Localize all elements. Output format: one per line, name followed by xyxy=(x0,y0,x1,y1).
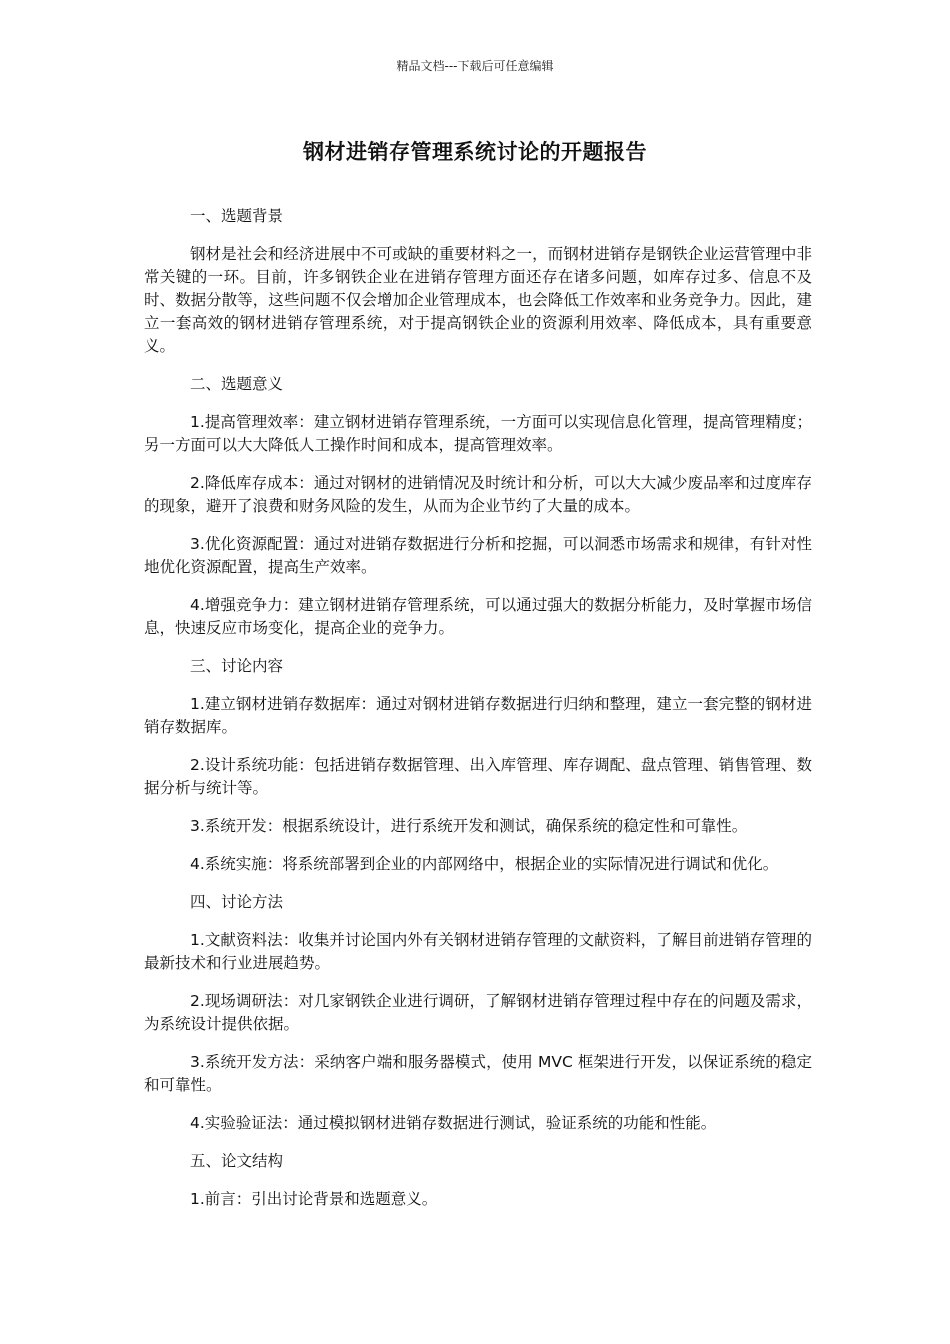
paragraph: 4.系统实施：将系统部署到企业的内部网络中，根据企业的实际情况进行调试和优化。 xyxy=(190,855,779,873)
section-heading-background: 一、选题背景 xyxy=(190,207,284,225)
section-heading-content: 三、讨论内容 xyxy=(190,657,284,675)
paragraph: 3.系统开发方法：采纳客户端和服务器模式，使用 MVC 框架进行开发，以保证系统的稳定和可靠性。 xyxy=(144,1053,812,1094)
paragraph: 2.现场调研法：对几家钢铁企业进行调研，了解钢材进销存管理过程中存在的问题及需求，为系统设计提供依据。 xyxy=(144,992,812,1033)
paragraph: 3.优化资源配置：通过对进销存数据进行分析和挖掘，可以洞悉市场需求和规律，有针对性地优化资源配置，提高生产效率。 xyxy=(144,535,812,576)
paragraph: 1.前言：引出讨论背景和选题意义。 xyxy=(190,1190,438,1208)
document-body xyxy=(144,205,812,1226)
paragraph: 1.建立钢材进销存数据库：通过对钢材进销存数据进行归纳和整理，建立一套完整的钢材进销存数据库。 xyxy=(144,695,812,736)
section-heading-significance: 二、选题意义 xyxy=(190,375,284,393)
paragraph: 4.实验验证法：通过模拟钢材进销存数据进行测试，验证系统的功能和性能。 xyxy=(190,1114,717,1132)
document-title: 钢材进销存管理系统讨论的开题报告 xyxy=(303,140,647,164)
paragraph: 2.降低库存成本：通过对钢材的进销情况及时统计和分析，可以大大减少废品率和过度库存的现象，避开了浪费和财务风险的发生，从而为企业节约了大量的成本。 xyxy=(144,474,812,515)
page-header: 精品文档---下载后可任意编辑 xyxy=(396,59,554,73)
section-heading-methods: 四、讨论方法 xyxy=(190,893,284,911)
paragraph: 2.设计系统功能：包括进销存数据管理、出入库管理、库存调配、盘点管理、销售管理、数据分析与统计等。 xyxy=(144,756,812,797)
paragraph: 1.文献资料法：收集并讨论国内外有关钢材进销存管理的文献资料，了解目前进销存管理的最新技术和行业进展趋势。 xyxy=(144,931,812,972)
section-heading-structure: 五、论文结构 xyxy=(190,1152,284,1170)
paragraph: 4.增强竞争力：建立钢材进销存管理系统，可以通过强大的数据分析能力，及时掌握市场信息，快速反应市场变化，提高企业的竞争力。 xyxy=(144,596,812,637)
paragraph: 3.系统开发：根据系统设计，进行系统开发和测试，确保系统的稳定性和可靠性。 xyxy=(190,817,748,835)
paragraph: 钢材是社会和经济进展中不可或缺的重要材料之一，而钢材进销存是钢铁企业运营管理中非常关键的一环。目前，许多钢铁企业在进销存管理方面还存在诸多问题，如库存过多、信息不及时、数据分散等，这些问题不仅会增加企业管理成本，也会降低工作效率和业务竞争力。因此，建立一套高效的钢材进销存管理系统，对于提高钢铁企业的资源利用效率、降低成本，具有重要意义。 xyxy=(144,245,812,355)
paragraph: 1.提高管理效率：建立钢材进销存管理系统，一方面可以实现信息化管理，提高管理精度；另一方面可以大大降低人工操作时间和成本，提高管理效率。 xyxy=(144,413,812,454)
